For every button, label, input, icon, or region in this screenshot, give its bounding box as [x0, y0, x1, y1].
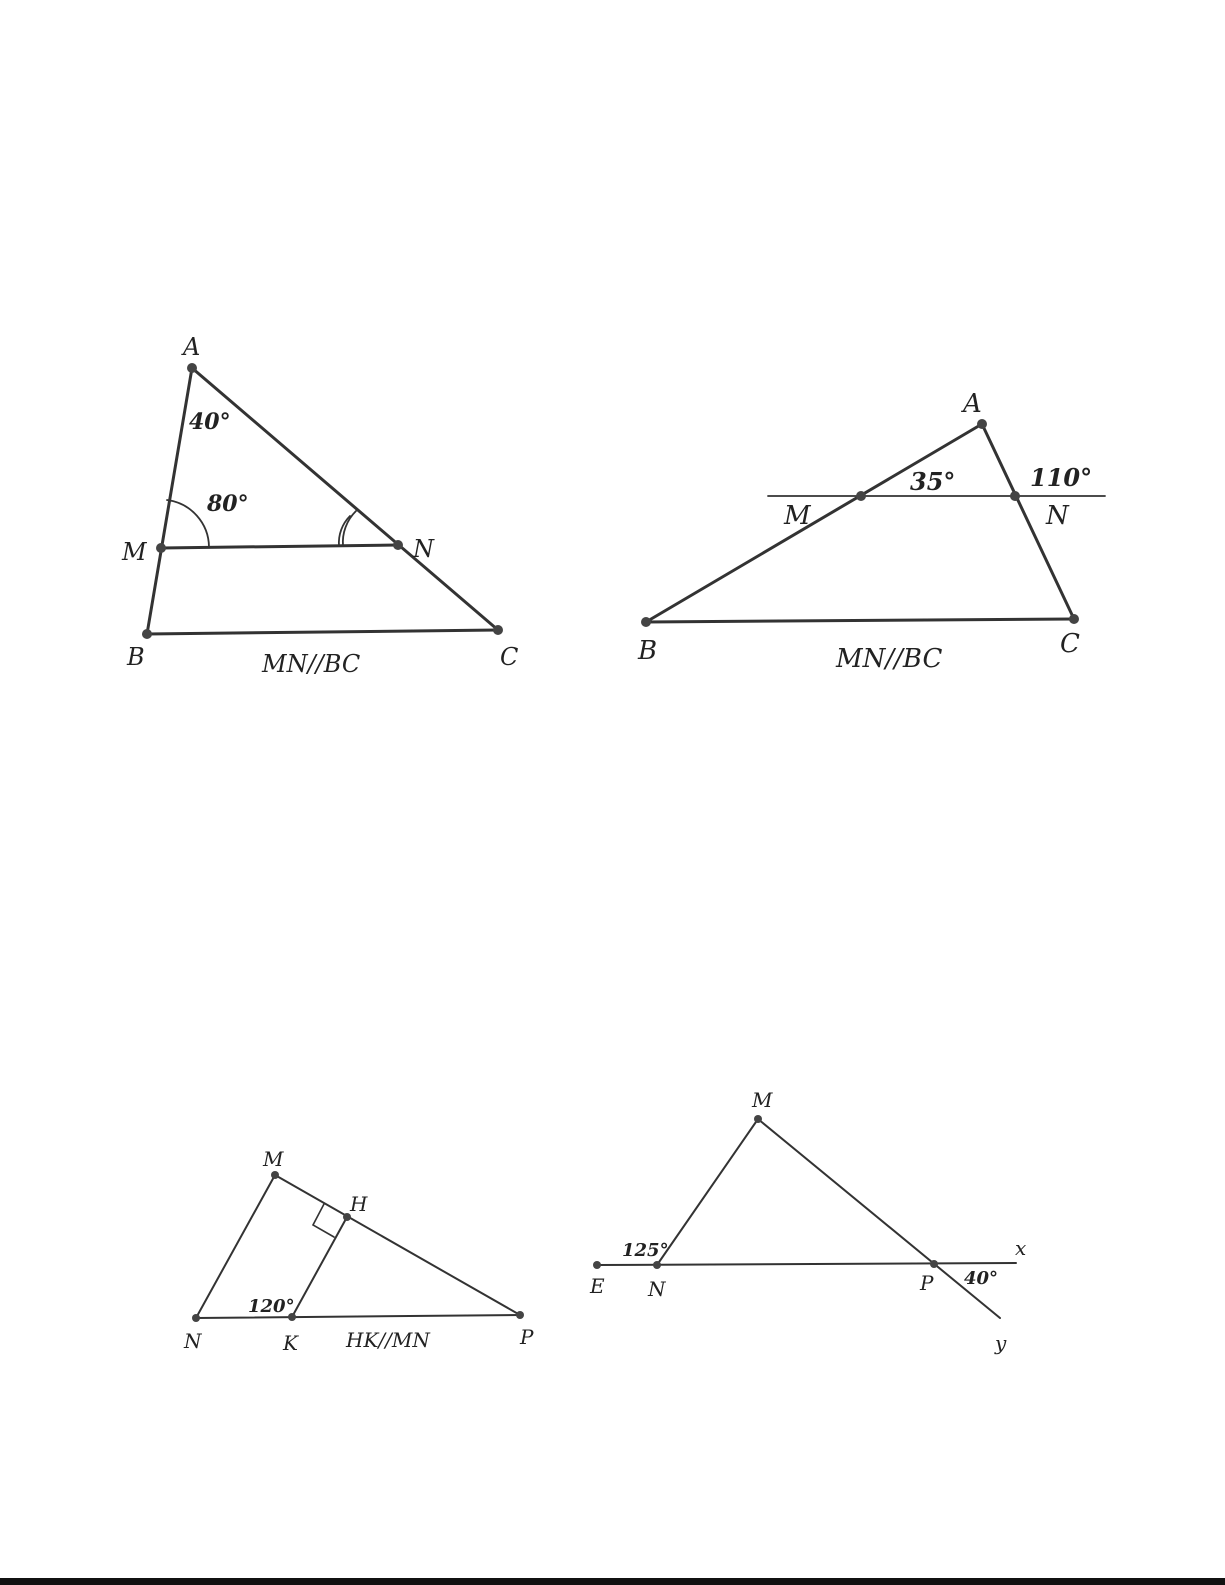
point-P	[930, 1260, 938, 1268]
point-E	[593, 1261, 601, 1269]
figure-4	[589, 1088, 1026, 1355]
segment-MP	[275, 1175, 520, 1315]
point-B	[142, 629, 152, 639]
label-M: M	[784, 501, 811, 531]
label-M: M	[122, 538, 147, 566]
label-A: A	[183, 333, 201, 361]
label-H: H	[350, 1192, 368, 1216]
point-A	[187, 363, 197, 373]
label-M: M	[263, 1147, 284, 1171]
point-M	[856, 491, 866, 501]
figure-3	[183, 1147, 534, 1355]
label-C: C	[1060, 629, 1080, 659]
label-M: M	[752, 1088, 773, 1112]
angle-label-M: 35°	[910, 467, 956, 496]
segment-MN	[657, 1119, 758, 1265]
segment-BC	[147, 630, 498, 634]
label-N: N	[648, 1277, 666, 1301]
figure-2	[637, 389, 1105, 674]
angle-arc-M	[167, 500, 209, 547]
right-angle-mark-H	[313, 1204, 334, 1237]
point-C	[1069, 614, 1079, 624]
point-M	[271, 1171, 279, 1179]
label-K: K	[283, 1331, 298, 1355]
point-P	[516, 1311, 524, 1319]
label-x: x	[1015, 1236, 1027, 1260]
segment-NP	[196, 1315, 520, 1318]
point-N	[192, 1314, 200, 1322]
segment-HK	[292, 1217, 347, 1317]
angle-label-N: 125°	[622, 1240, 669, 1261]
point-M	[156, 543, 166, 553]
angle-label-N: 110°	[1030, 463, 1093, 492]
label-N: N	[184, 1329, 202, 1353]
segment-BC	[646, 619, 1074, 622]
figure-2-caption: MN//BC	[836, 644, 943, 674]
label-P: P	[520, 1325, 534, 1349]
point-C	[493, 625, 503, 635]
label-N: N	[413, 535, 434, 563]
label-N: N	[1046, 501, 1069, 531]
label-B: B	[638, 636, 658, 666]
figure-1	[121, 333, 518, 678]
point-N	[653, 1261, 661, 1269]
segment-MN	[161, 545, 398, 548]
figure-1-caption: MN//BC	[262, 650, 361, 678]
point-N	[393, 540, 403, 550]
angle-label-P: 40°	[964, 1268, 999, 1289]
label-P: P	[920, 1271, 934, 1295]
figure-3-caption: HK//MN	[346, 1328, 430, 1352]
label-y: y	[995, 1331, 1007, 1355]
angle-label-M: 80°	[207, 491, 249, 517]
label-C: C	[500, 643, 519, 671]
point-N	[1010, 491, 1020, 501]
segment-AB	[646, 424, 982, 622]
label-A: A	[963, 389, 982, 419]
point-B	[641, 617, 651, 627]
label-E: E	[590, 1274, 605, 1298]
label-B: B	[127, 643, 145, 671]
point-A	[977, 419, 987, 429]
angle-label-K: 120°	[248, 1296, 295, 1317]
angle-label-A: 40°	[189, 409, 231, 435]
point-M	[754, 1115, 762, 1123]
page-bottom-border	[0, 1578, 1225, 1585]
